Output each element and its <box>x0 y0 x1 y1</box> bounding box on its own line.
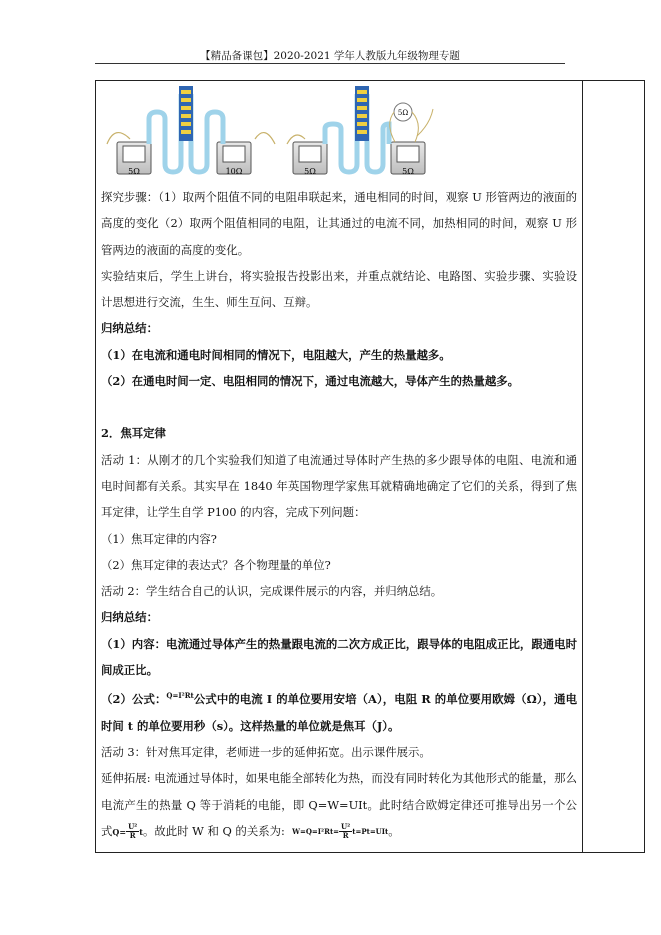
section-title: 2．焦耳定律 <box>101 426 166 441</box>
question-item: （2）焦耳定律的表达式？各个物理量的单位? <box>101 557 331 572</box>
resistor-label: 5Ω <box>397 109 409 117</box>
discussion-paragraph: 实验结束后，学生上讲台，将实验报告投影出来，并重点就结论、电路图、实验步骤、实验设计思想进行交流，生生、师生互问、互辩。 <box>101 268 577 310</box>
fraction <box>339 823 352 840</box>
lesson-content <box>101 184 577 844</box>
formula-description: 公式中的电流 I 的单位要用安培（A），电阻 R 的单位要用欧姆（Ω），通电时间 t 的单位要用秒（s）。这样热量的单位就是焦耳（J）。 <box>101 692 577 733</box>
resistor-label: 5Ω <box>128 167 140 176</box>
extension-paragraph <box>101 765 577 844</box>
extension-text: 延伸拓展: 电流通过导体时，如果电能全部转化为热，而没有同时转化为其他形式的能量，那么电流产生的热量 Q 等于消耗的电能，即 Q=W=UIt。此时结合欧姆定律还可推导出另一个公式 <box>101 771 577 838</box>
page-header: 【精品备课包】2020-2021 学年人教版九年级物理专题 <box>200 50 460 62</box>
extension-end: 。 <box>388 823 400 838</box>
summary-title: 归纳总结： <box>101 321 158 336</box>
formula-paragraph <box>101 683 577 739</box>
summary-item: （2）在通电时间一定、电阻相同的情况下，通过电流越大，导体产生的热量越多。 <box>101 374 519 389</box>
header-divider <box>95 63 565 64</box>
resistor-label: 5Ω <box>304 167 316 176</box>
formula-right: t=Pt=UIt <box>352 826 389 836</box>
fraction-numerator: U² <box>341 822 351 832</box>
activity-paragraph: 活动 2：学生结合自己的认识，完成课件展示的内容，并归纳总结。 <box>101 584 443 599</box>
activity-paragraph: 活动 1：从刚才的几个实验我们知道了电流通过导体时产生热的多少跟导体的电阻、电流和通电时间都有关系。其实早在 1840 年英国物理学家焦耳就精确地确定了它们的关系，得到了焦耳定律，让学生自学 P100 的内容，完成下列问题： <box>101 452 577 520</box>
fraction-numerator: U² <box>128 822 138 832</box>
formula-right: t <box>139 826 143 837</box>
resistor-label: 10Ω <box>225 167 243 176</box>
joule-formula: Q=I²Rt <box>166 691 194 701</box>
activity-paragraph: 活动 3：针对焦耳定律，老师进一步的延伸拓宽。出示课件展示。 <box>101 744 431 759</box>
fraction-denominator: R <box>129 831 136 841</box>
formula-left: W=Q=I²Rt= <box>292 826 340 836</box>
fraction <box>126 823 139 840</box>
summary-title: 归纳总结： <box>101 610 158 625</box>
extension-mid: 。故此时 W 和 Q 的关系为: <box>142 823 285 838</box>
fraction-denominator: R <box>342 831 349 841</box>
side-cell <box>583 80 645 853</box>
formula-prefix: （2）公式： <box>101 692 167 707</box>
experiment-figure <box>105 84 435 182</box>
procedure-paragraph: 探究步骤：（1）取两个阻值不同的电阻串联起来，通电相同的时间，观察 U 形管两边的液面的高度的变化（2）取两个阻值相同的电阻，让其通过的电流不同，加热相同的时间，观察 U 形管两边的液面的高度的变化。 <box>101 190 577 257</box>
resistor-label: 5Ω <box>402 167 414 176</box>
question-item: （1）焦耳定律的内容? <box>101 531 217 546</box>
formula-left: Q= <box>112 826 127 837</box>
summary-item: （1）内容：电流通过导体产生的热量跟电流的二次方成正比，跟导体的电阻成正比，跟通电时间成正比。 <box>101 636 577 678</box>
summary-item: （1）在电流和通电时间相同的情况下，电阻越大，产生的热量越多。 <box>101 347 451 362</box>
